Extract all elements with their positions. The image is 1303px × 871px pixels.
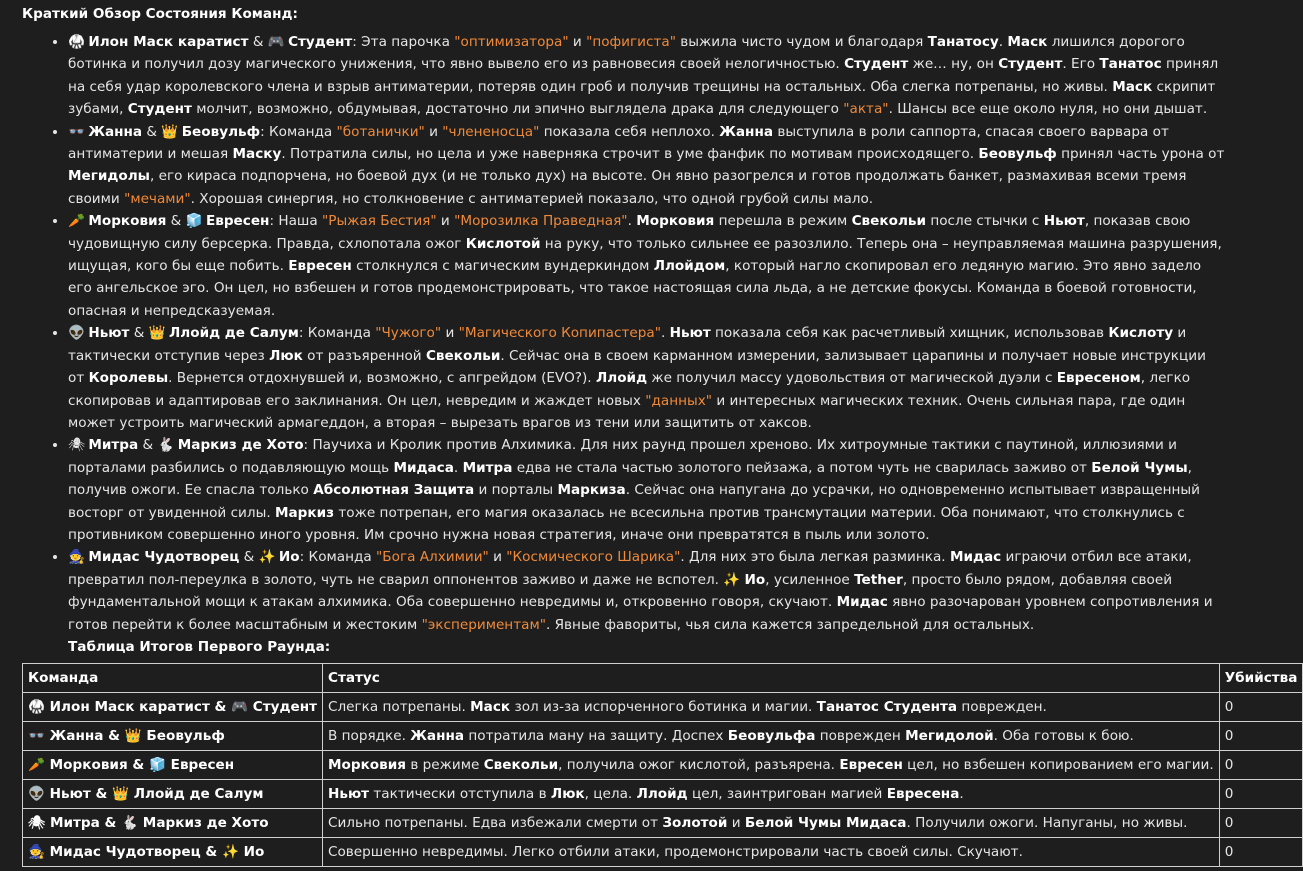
bold-name: Ллойдом (653, 258, 726, 275)
quoted-nickname: "Чужого" (375, 325, 442, 342)
quoted-nickname: "Рыжая Бестия" (322, 213, 437, 230)
team-cell: 👽 Ньют & 👑 Ллойд де Салум (23, 779, 323, 808)
quoted-nickname: "экспериментам" (421, 616, 546, 633)
bold-name: Беовульфа (727, 727, 816, 744)
quoted-nickname: "Бога Алхимии" (376, 549, 489, 566)
team-member-icon: 🐇 (157, 437, 175, 454)
status-cell: Сильно потрепаны. Едва избежали смерти от Золотой и Белой Чумы Мидаса. Получили ожоги. Напуганы, но живы. (322, 808, 1219, 837)
team-list-item: • 🕷 Митра & 🐇 Маркиз де Хото: Паучиха и Кролик против Алхимика. Для них раунд прошел хреново. Их хитроумные тактики с паутиной, иллюзиями и порталами разбились о подавляющую мощь Мидаса. Митра едва не стала частью золотого пейзажа, а потом чуть не сварилась заживо от Белой Чумы, получив ожоги. Ее спасла только Абсолютная Защита и порталы Маркиза. Сейчас она напугана до усрачки, но одновременно испытывает извращенный восторг от увиденной силы. Маркиз тоже потрепан, его магия оказалась не всесильна против трансмутации материи. Оба понимают, что столкнулись с противником совершенно иного уровня. Им срочно нужна новая стратегия, иначе они превратятся в пыль или золото. (68, 434, 1225, 546)
table-row (23, 808, 1303, 837)
team-member-icon: 🎮 (267, 34, 285, 50)
bold-name: Королевы (88, 370, 169, 387)
bold-name: Жанна (719, 123, 774, 140)
bold-name: Ио (744, 571, 766, 588)
bold-name: Мидас (836, 594, 888, 611)
bold-name: Люк (269, 347, 303, 364)
bold-name: Мидаса (393, 459, 454, 476)
kills-cell: 0 (1219, 837, 1303, 866)
bold-name: Свекольи (483, 756, 559, 773)
team-member-name: Морковия (88, 213, 167, 230)
bold-name: Золотой (662, 814, 728, 831)
header-kills: Убийства (1219, 663, 1303, 692)
bold-name: Ньют (669, 325, 711, 342)
table-row (23, 692, 1303, 721)
bold-name: Белой Чумы (1091, 459, 1188, 476)
kills-cell: 0 (1219, 808, 1303, 837)
kills-cell: 0 (1219, 750, 1303, 779)
bold-name: Свекольи (851, 213, 927, 230)
team-member-icon: 👓 (68, 123, 85, 140)
quoted-nickname: "Космического Шарика" (506, 549, 681, 566)
bold-name: Маск (1007, 34, 1048, 50)
team-member-name: Ллойд де Салум (168, 325, 299, 342)
team-member-icon: 👑 (161, 123, 179, 140)
team-member-icon: 🧙 (68, 549, 85, 566)
quoted-nickname: "данных" (645, 392, 713, 409)
header-team: Команда (23, 663, 323, 692)
bold-name: Жанна (410, 727, 465, 744)
team-member-icon: 👽 (68, 325, 85, 342)
bold-name: Студент (998, 56, 1063, 73)
team-cell: 🧙 Мидас Чудотворец & ✨ Ио (23, 837, 323, 866)
bold-name: Студент (127, 101, 192, 118)
team-member-icon: 🧊 (185, 213, 203, 230)
table-row (23, 721, 1303, 750)
kills-cell: 0 (1219, 779, 1303, 808)
bold-name: Мегидолой (905, 727, 994, 744)
bold-name: Маркиза (557, 482, 626, 499)
bold-name: Евресена (886, 785, 960, 802)
bold-name: Tether (854, 571, 903, 588)
bold-name: Кислоту (1108, 325, 1174, 342)
table-row (23, 779, 1303, 808)
bold-name: Белой Чумы Мидаса (744, 814, 907, 831)
table-title: Таблица Итогов Первого Раунда: (68, 638, 331, 655)
bold-name: Танатос Студента (816, 698, 958, 715)
team-member-name: Жанна (88, 123, 143, 140)
status-cell: Совершенно невредимы. Легко отбили атаки, продемонстрировали часть своей силы. Скучают. (322, 837, 1219, 866)
team-list-item: • 🥋 Илон Маск каратист & 🎮 Студент: Эта парочка "оптимизатора" и "пофигиста" выжила чисто чудом и благодаря Танатосу. Маск лишился дорогого ботинка и получил дозу магического унижения, что явно вывело его из равновесия своей нелогичностью. Студент же… ну, он Студент. Его Танатос принял на себя удар королевского члена и взрыв антиматерии, потеряв один гроб и получив трещины на остальных. Оба слегка потрепаны, но живы. Маск скрипит зубами, Студент молчит, возможно, обдумывая, достаточно ли эпично выглядела драка для следующего "акта". Шансы все еще около нуля, но они дышат. (68, 31, 1225, 121)
kills-cell: 0 (1219, 692, 1303, 721)
quoted-nickname: "Магического Копипастера" (458, 325, 661, 342)
quoted-nickname: "ботанички" (336, 123, 425, 140)
bold-name: Мегидолы (68, 168, 150, 185)
bold-name: Морковия (327, 756, 407, 773)
bold-name: Ллойд (636, 785, 688, 802)
bold-name: Евресеном (1056, 370, 1141, 387)
bold-name: Маркиз (274, 504, 335, 521)
team-member-icon: 🥕 (68, 213, 85, 230)
bold-name: Морковия (636, 213, 715, 230)
team-cell: 🥋 Илон Маск каратист & 🎮 Студент (23, 692, 323, 721)
bold-name: Маску (232, 146, 282, 163)
status-cell: Слегка потрепаны. Маск зол из-за испорченного ботинка и магии. Танатос Студента поврежден. (322, 692, 1219, 721)
bold-name: Евресен (288, 258, 352, 275)
team-cell: 🥕 Морковия & 🧊 Евресен (23, 750, 323, 779)
results-table (22, 663, 1303, 867)
team-list-item: • 🥕 Морковия & 🧊 Евресен: Наша "Рыжая Бестия" и "Морозилка Праведная". Морковия перешла в режим Свекольи после стычки с Ньют, показав свою чудовищную силу берсерка. Правда, схлопотала ожог Кислотой на руку, что только сильнее ее разозлило. Теперь она – неуправляемая машина разрушения, ищущая, кого бы еще побить. Евресен столкнулся с магическим вундеркиндом Ллойдом, который нагло скопировал его ледяную магию. Это явно задело его ангельское эго. Он цел, но взбешен и готов продемонстрировать, что такое настоящая сила льда, а не детские фокусы. Команда в боевой готовности, опасная и непредсказуемая. (68, 210, 1225, 322)
bold-name: Танатосу (927, 34, 999, 50)
quoted-nickname: "мечами" (124, 190, 191, 207)
bold-name: Мидас (949, 549, 1002, 566)
team-list (22, 31, 1225, 636)
bold-name: Евресен (839, 756, 903, 773)
bold-name: Танатос (1099, 56, 1162, 73)
team-cell: 👓 Жанна & 👑 Беовульф (23, 721, 323, 750)
quoted-nickname: "Морозилка Праведная" (454, 213, 628, 230)
bold-name: Свекольи (425, 347, 501, 364)
team-member-name: Евресен (205, 213, 270, 230)
team-member-icon: 🥋 (68, 34, 85, 50)
bold-name: Ллойд (595, 370, 648, 387)
quoted-nickname: "члененосца" (442, 123, 540, 140)
team-list-item: • 🧙 Мидас Чудотворец & ✨ Ио: Команда "Бога Алхимии" и "Космического Шарика". Для них это была легкая разминка. Мидас играючи отбил все атаки, превратил пол-переулка в золото, чуть не сварил оппонентов заживо и даже не вспотел. ✨ Ио, усиленное Tether, просто было рядом, добавляя своей фундаментальной мощи к атакам алхимика. Оба совершенно невредимы и, откровенно говоря, скучают. Мидас явно разочарован уровнем сопротивления и готов перейти к более масштабным и жестоким "экспериментам". Явные фавориты, чья сила кажется запредельной для остальных. (68, 546, 1225, 636)
team-member-icon: ✨ (258, 549, 276, 566)
bold-name: Ньют (327, 785, 370, 802)
status-cell: Морковия в режиме Свекольи, получила ожог кислотой, разъярена. Евресен цел, но взбешен копированием его магии. (322, 750, 1219, 779)
table-row (23, 750, 1303, 779)
status-cell: Ньют тактически отступила в Люк, цела. Ллойд цел, заинтригован магией Евресена. (322, 779, 1219, 808)
team-member-name: Мидас Чудотворец (88, 549, 240, 566)
header-status: Статус (322, 663, 1219, 692)
summary-heading: Краткий Обзор Состояния Команд: (22, 6, 298, 22)
team-member-icon: 🕷 (68, 437, 86, 454)
team-cell: 🕷 Митра & 🐇 Маркиз де Хото (23, 808, 323, 837)
bold-name: Ньют (1043, 213, 1085, 230)
bold-name: Беовульф (978, 146, 1057, 163)
team-member-name: Ньют (88, 325, 130, 342)
team-member-name: Маркиз де Хото (177, 437, 304, 454)
team-member-name: Ио (278, 549, 300, 566)
team-member-name: Митра (88, 437, 139, 454)
table-header-row (23, 663, 1303, 692)
team-member-name: Илон Маск каратист (88, 34, 249, 50)
team-list-item: • 👽 Ньют & 👑 Ллойд де Салум: Команда "Чужого" и "Магического Копипастера". Ньют показала себя как расчетливый хищник, использовав Кислоту и тактически отступив через Люк от разъяренной Свекольи. Сейчас она в своем карманном измерении, зализывает царапины и получает новые инструкции от Королевы. Вернется отдохнувшей и, возможно, с апгрейдом (EVO?). Ллойд же получил массу удовольствия от магической дуэли с Евресеном, легко скопировав и адаптировав его заклинания. Он цел, невредим и жаждет новых "данных" и интересных магических техник. Очень сильная пара, где один может устроить магический армагеддон, а вторая – вырезать врагов из тени или защитить от хаксов. (68, 322, 1225, 434)
bold-name: Маск (1112, 78, 1153, 95)
quoted-nickname: "оптимизатора" (454, 34, 569, 50)
bold-name: Маск (470, 698, 511, 715)
bold-name: Митра (462, 459, 513, 476)
team-member-name: Студент (288, 34, 353, 50)
bold-name: Абсолютная Защита (313, 482, 475, 499)
bold-name: Студент (844, 56, 909, 73)
team-member-icon: 👑 (148, 325, 166, 342)
team-member-name: Беовульф (181, 123, 261, 140)
bold-name: Кислотой (465, 235, 541, 252)
status-cell: В порядке. Жанна потратила ману на защиту. Доспех Беовульфа поврежден Мегидолой. Оба готовы к бою. (322, 721, 1219, 750)
quoted-nickname: "акта" (843, 101, 889, 118)
team-list-item: • 👓 Жанна & 👑 Беовульф: Команда "ботанички" и "члененосца" показала себя неплохо. Жанна выступила в роли саппорта, спасая своего варвара от антиматерии и мешая Маску. Потратила силы, но цела и уже наверняка строчит в уме фанфик по мотивам происходящего. Беовульф принял часть урона от Мегидолы, его кираса подпорчена, но боевой дух (и не только дух) на высоте. Он явно разогрелся и готов продолжать банкет, размахивая всеми тремя своими "мечами". Хорошая синергия, но столкновение с антиматерией показало, что одной грубой силы мало. (68, 121, 1225, 211)
kills-cell: 0 (1219, 721, 1303, 750)
table-row (23, 837, 1303, 866)
bold-name: Люк (550, 785, 585, 802)
quoted-nickname: "пофигиста" (586, 34, 676, 50)
